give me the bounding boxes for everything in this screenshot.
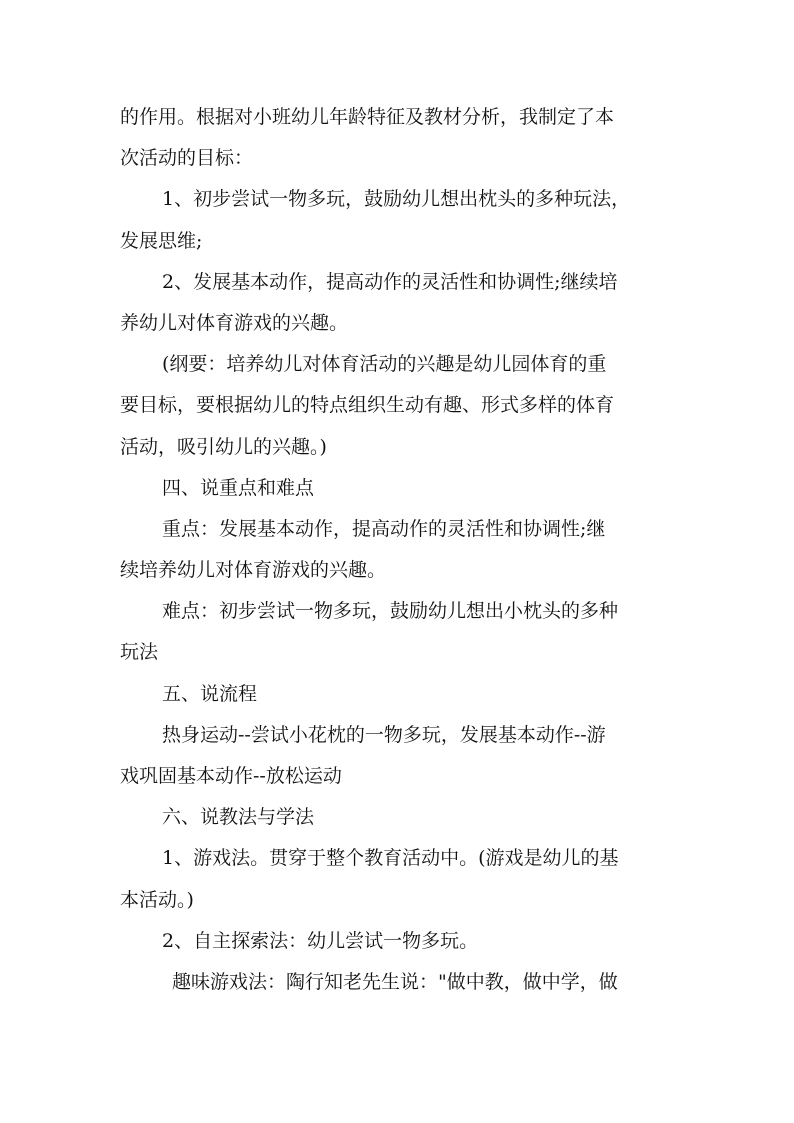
section-heading-methods: 六、说教法与学法 (162, 806, 315, 829)
difficulty-line-1: 难点：初步尝试一物多玩，鼓励幼儿想出小枕头的多种 (162, 600, 619, 623)
method-1-line-2: 本活动。) (120, 888, 194, 911)
outline-note-line-3: 活动，吸引幼儿的兴趣。) (120, 435, 327, 458)
objective-2-line-2: 养幼儿对体育游戏的兴趣。 (120, 311, 349, 334)
section-heading-process: 五、说流程 (162, 682, 258, 705)
key-point-line-2: 续培养幼儿对体育游戏的兴趣。 (120, 559, 387, 582)
paragraph-line-1: 的作用。根据对小班幼儿年龄特征及教材分析，我制定了本 (120, 106, 615, 128)
document-body (120, 97, 680, 1003)
process-line-2: 戏巩固基本动作--放松运动 (120, 765, 342, 787)
key-point-line-1: 重点：发展基本动作，提高动作的灵活性和协调性;继 (162, 517, 606, 540)
method-2-line: 2、自主探索法：幼儿尝试一物多玩。 (162, 929, 479, 952)
paragraph-line-2: 次活动的目标： (120, 147, 254, 170)
process-line-1: 热身运动--尝试小花枕的一物多玩，发展基本动作--游 (162, 723, 606, 746)
section-heading-key-points: 四、说重点和难点 (162, 476, 315, 499)
difficulty-line-2: 玩法 (120, 641, 159, 664)
outline-note-line-2: 要目标，要根据幼儿的特点组织生动有趣、形式多样的体育 (120, 394, 615, 417)
outline-note-line-1: (纲要：培养幼儿对体育活动的兴趣是幼儿园体育的重 (162, 353, 607, 376)
method-1-line-1: 1、游戏法。贯穿于整个教育活动中。(游戏是幼儿的基 (162, 847, 619, 870)
method-3-line: 趣味游戏法：陶行知老先生说："做中教，做中学，做 (172, 970, 618, 993)
objective-1-line-2: 发展思维; (120, 229, 203, 252)
objective-1-line-1: 1、初步尝试一物多玩，鼓励幼儿想出枕头的多种玩法， (162, 188, 631, 211)
objective-2-line-1: 2、发展基本动作，提高动作的灵活性和协调性;继续培 (162, 270, 618, 293)
